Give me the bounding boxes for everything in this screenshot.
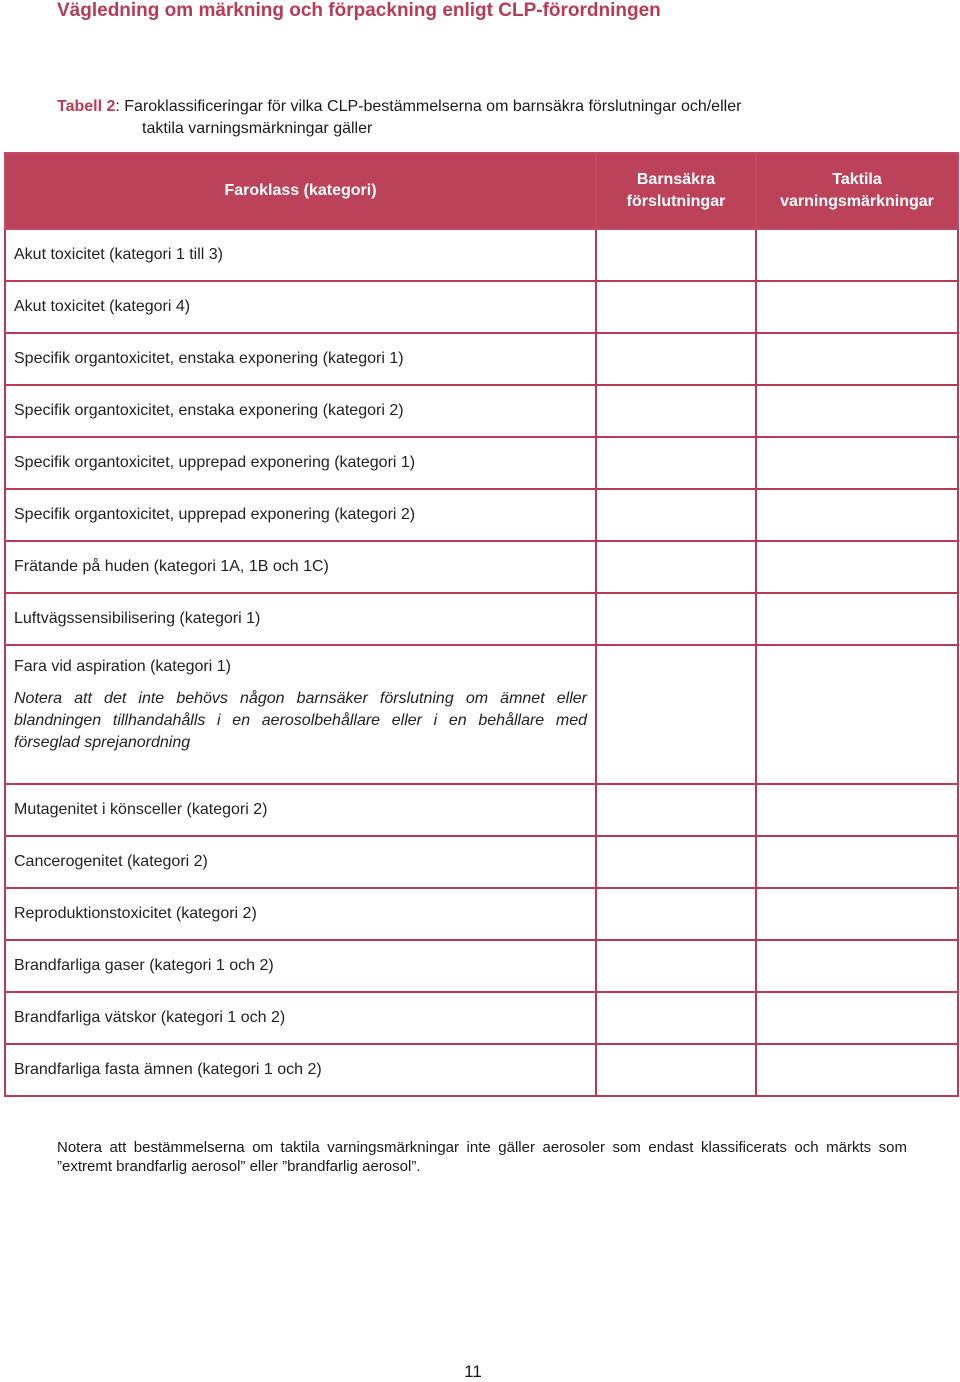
hazard-class-cell <box>5 645 596 784</box>
table-row <box>5 1044 958 1096</box>
hazard-class-cell: Reproduktionstoxicitet (kategori 2) <box>5 888 596 940</box>
table-row <box>5 385 958 437</box>
page-number: 11 <box>464 1362 482 1381</box>
header-child-resistant-fastenings: Barnsäkra förslutningar <box>596 153 756 229</box>
hazard-class-cell: Frätande på huden (kategori 1A, 1B och 1C) <box>5 541 596 593</box>
table-row <box>5 645 958 784</box>
child-resistant-cell <box>596 1044 756 1096</box>
tactile-warning-cell <box>756 593 958 645</box>
table-row <box>5 992 958 1044</box>
tactile-warning-cell <box>756 784 958 836</box>
hazard-class-cell: Specifik organtoxicitet, enstaka exponering (kategori 2) <box>5 385 596 437</box>
child-resistant-cell <box>596 385 756 437</box>
hazard-class-table <box>4 152 959 1097</box>
child-resistant-cell <box>596 784 756 836</box>
tactile-warning-cell <box>756 836 958 888</box>
table-header-row <box>5 153 958 229</box>
table-row <box>5 541 958 593</box>
tactile-warning-cell <box>756 645 958 784</box>
table-row <box>5 333 958 385</box>
child-resistant-cell <box>596 940 756 992</box>
hazard-class-cell: Specifik organtoxicitet, enstaka exponering (kategori 1) <box>5 333 596 385</box>
header-tactile-warnings: Taktila varningsmärkningar <box>756 153 958 229</box>
tactile-warning-cell <box>756 229 958 281</box>
child-resistant-cell <box>596 333 756 385</box>
table-row <box>5 281 958 333</box>
header-hazard-class: Faroklass (kategori) <box>5 153 596 229</box>
table-row <box>5 489 958 541</box>
document-title: Vägledning om märkning och förpackning enligt CLP-förordningen <box>57 0 661 21</box>
tactile-warning-cell <box>756 333 958 385</box>
hazard-class-cell: Luftvägssensibilisering (kategori 1) <box>5 593 596 645</box>
child-resistant-cell <box>596 992 756 1044</box>
child-resistant-cell <box>596 229 756 281</box>
child-resistant-cell <box>596 541 756 593</box>
table-footnote: Notera att bestämmelserna om taktila varningsmärkningar inte gäller aerosoler som endast klassificerats och märkts som ”extremt brandfarlig aerosol” eller ”brandfarlig aerosol”. <box>57 1139 907 1175</box>
hazard-class-cell: Brandfarliga vätskor (kategori 1 och 2) <box>5 992 596 1044</box>
caption-text-1: : Faroklassificeringar för vilka CLP-bestämmelserna om barnsäkra förslutningar och/eller <box>115 98 742 115</box>
hazard-class-cell: Cancerogenitet (kategori 2) <box>5 836 596 888</box>
child-resistant-cell <box>596 489 756 541</box>
table-row <box>5 940 958 992</box>
tactile-warning-cell <box>756 888 958 940</box>
table-row <box>5 784 958 836</box>
table-row <box>5 888 958 940</box>
hazard-class-cell: Mutagenitet i könsceller (kategori 2) <box>5 784 596 836</box>
table-row <box>5 836 958 888</box>
table-row <box>5 437 958 489</box>
child-resistant-cell <box>596 645 756 784</box>
tactile-warning-cell <box>756 1044 958 1096</box>
table-row <box>5 229 958 281</box>
hazard-class-cell: Akut toxicitet (kategori 4) <box>5 281 596 333</box>
hazard-class-cell: Specifik organtoxicitet, upprepad exponering (kategori 1) <box>5 437 596 489</box>
table-row <box>5 593 958 645</box>
hazard-class-cell: Specifik organtoxicitet, upprepad exponering (kategori 2) <box>5 489 596 541</box>
table-caption <box>57 96 907 140</box>
tactile-warning-cell <box>756 281 958 333</box>
child-resistant-cell <box>596 437 756 489</box>
child-resistant-cell <box>596 281 756 333</box>
tactile-warning-cell <box>756 541 958 593</box>
aspiration-note: Notera att det inte behövs någon barnsäker förslutning om ämnet eller blandningen tillhandahålls i en aerosolbehållare eller i en behållare med förseglad sprejanordning <box>14 690 587 751</box>
tactile-warning-cell <box>756 992 958 1044</box>
tactile-warning-cell <box>756 437 958 489</box>
hazard-class-cell: Brandfarliga fasta ämnen (kategori 1 och 2) <box>5 1044 596 1096</box>
tactile-warning-cell <box>756 940 958 992</box>
table-label: Tabell 2 <box>57 98 116 115</box>
child-resistant-cell <box>596 593 756 645</box>
child-resistant-cell <box>596 888 756 940</box>
tactile-warning-cell <box>756 489 958 541</box>
aspiration-label: Fara vid aspiration (kategori 1) <box>14 658 231 675</box>
hazard-class-cell: Brandfarliga gaser (kategori 1 och 2) <box>5 940 596 992</box>
child-resistant-cell <box>596 836 756 888</box>
hazard-class-cell: Akut toxicitet (kategori 1 till 3) <box>5 229 596 281</box>
caption-text-2: taktila varningsmärkningar gäller <box>142 120 373 137</box>
tactile-warning-cell <box>756 385 958 437</box>
